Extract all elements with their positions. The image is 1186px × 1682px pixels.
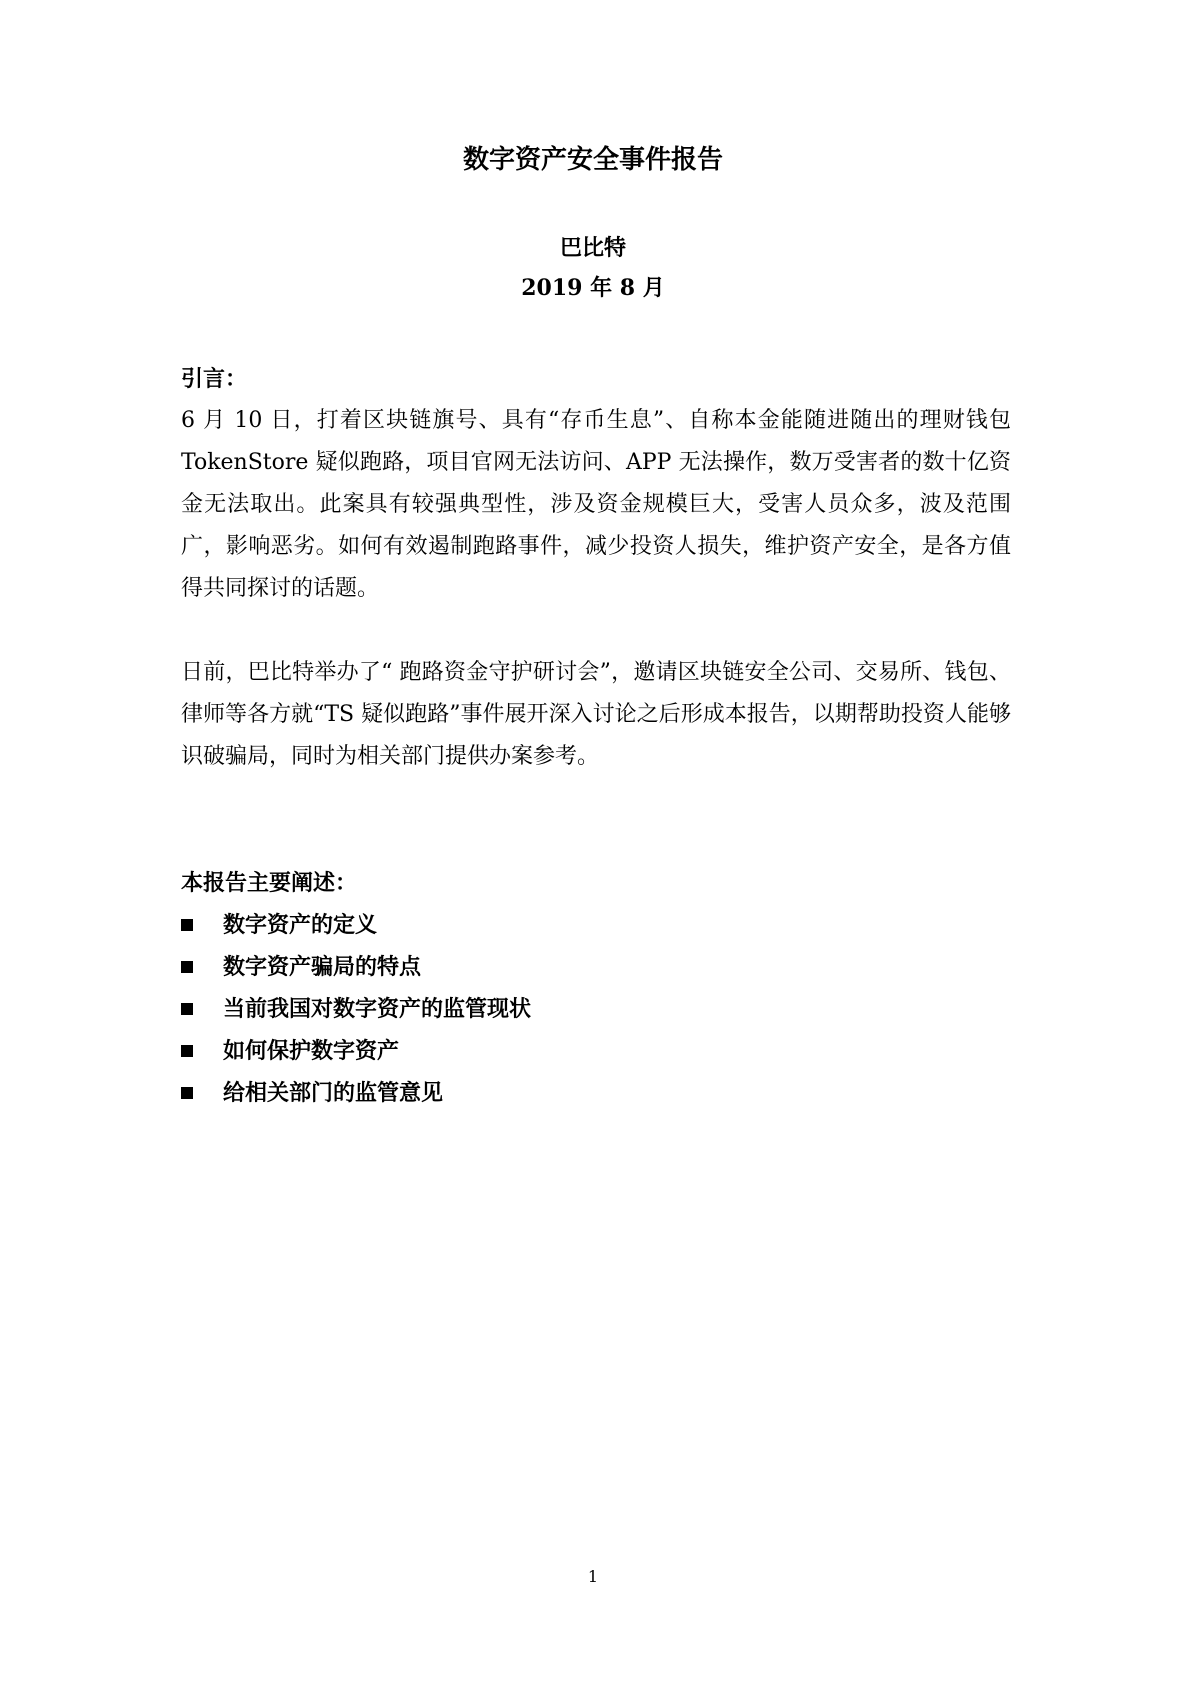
square-bullet-icon	[181, 1087, 193, 1099]
context-paragraph: 日前，巴比特举办了“ 跑路资金守护研讨会”，邀请区块链安全公司、交易所、钱包、律师等各方就“TS 疑似跑路”事件展开深入讨论之后形成本报告，以期帮助投资人能够识破骗局，同时为相关部门提供办案参考。	[181, 660, 1011, 769]
page-number: 1	[587, 1567, 599, 1586]
summary-item-text: 如何保护数字资产	[223, 1038, 400, 1064]
summary-item-text: 数字资产的定义	[223, 912, 378, 938]
document-date: 2019 年 8 月	[521, 275, 665, 301]
square-bullet-icon	[181, 919, 193, 931]
square-bullet-icon	[181, 961, 193, 973]
square-bullet-icon	[181, 1003, 193, 1015]
document-title: 数字资产安全事件报告	[462, 145, 723, 175]
summary-list-item	[181, 988, 531, 1030]
summary-list	[181, 904, 531, 1114]
square-bullet-icon	[181, 1045, 193, 1057]
summary-list-item	[181, 946, 531, 988]
intro-heading: 引言：	[181, 366, 248, 392]
summary-list-item	[181, 1030, 531, 1072]
document-author: 巴比特	[559, 235, 626, 261]
summary-item-text: 数字资产骗局的特点	[223, 954, 422, 980]
summary-list-item	[181, 904, 531, 946]
summary-list-item	[181, 1072, 531, 1114]
summary-heading: 本报告主要阐述：	[181, 870, 358, 896]
summary-item-text: 当前我国对数字资产的监管现状	[223, 996, 532, 1022]
summary-item-text: 给相关部门的监管意见	[223, 1080, 444, 1106]
intro-paragraph: 6 月 10 日，打着区块链旗号、具有“存币生息”、自称本金能随进随出的理财钱包 TokenStore 疑似跑路，项目官网无法访问、APP 无法操作，数万受害者的数十亿资金无法取出。此案具有较强典型性，涉及资金规模巨大，受害人员众多，波及范围广，影响恶劣。如何有效遏制跑路事件，减少投资人损失，维护资产安全，是各方值得共同探讨的话题。	[181, 408, 1011, 601]
